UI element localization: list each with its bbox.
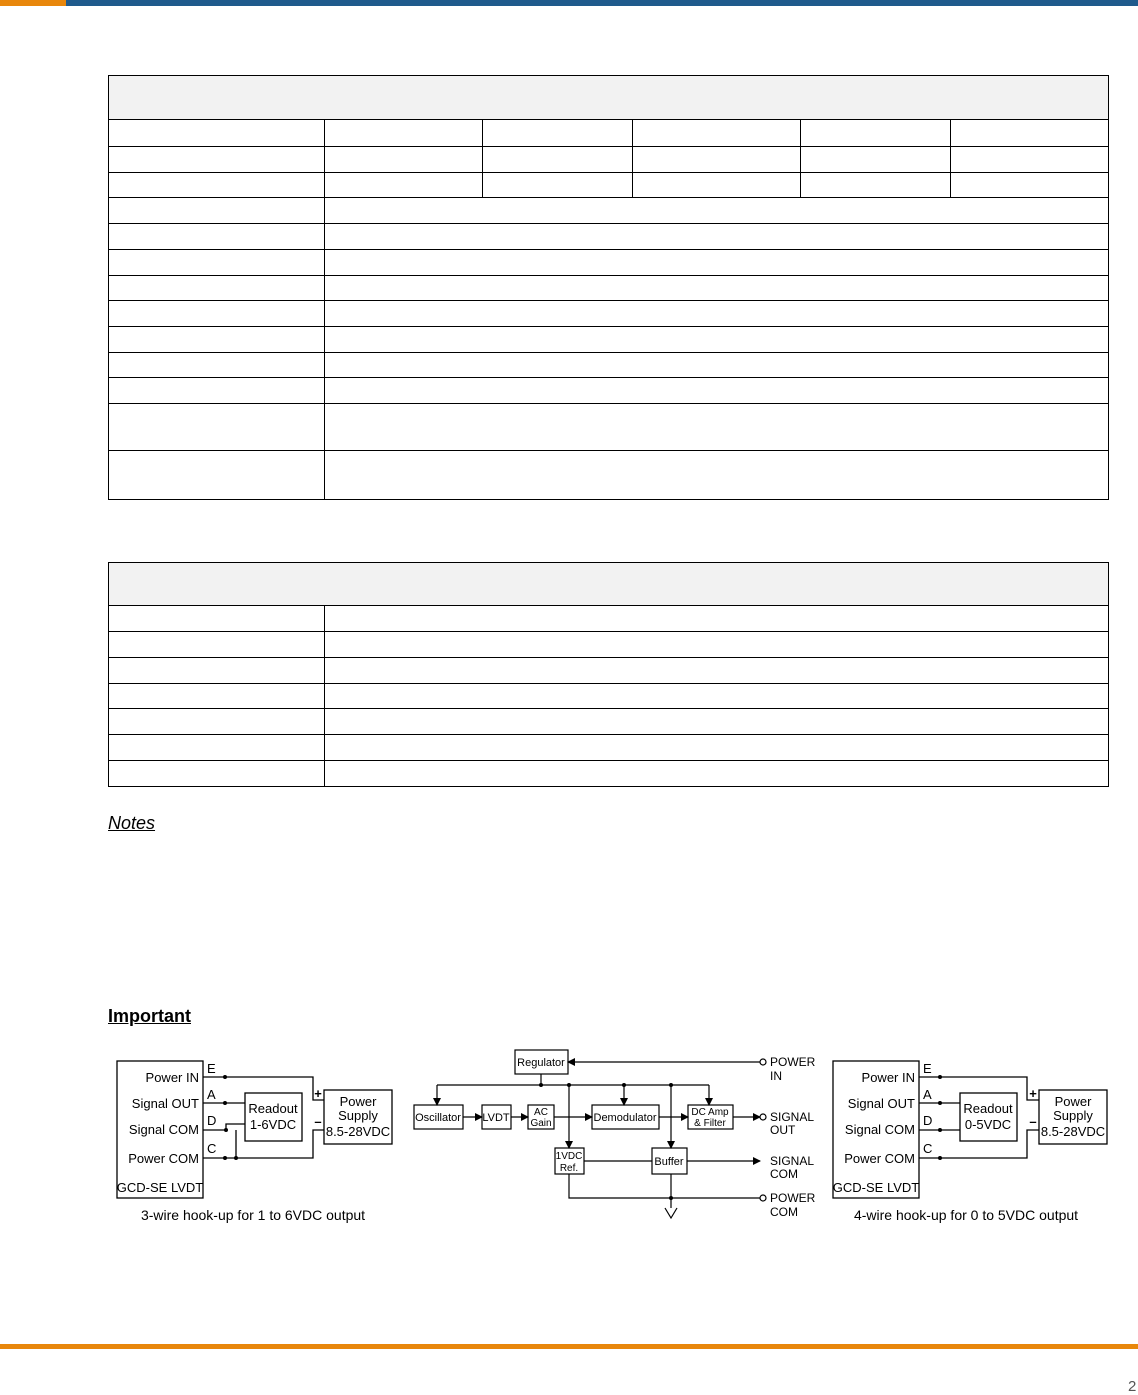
notes-heading: Notes (108, 813, 156, 833)
demodulator-label: Demodulator (593, 1112, 657, 1124)
terminal-letter: E (923, 1061, 932, 1076)
terminal-letter: C (207, 1141, 217, 1156)
lvdt-label: LVDT (482, 1112, 510, 1124)
oscillator-label: Oscillator (415, 1112, 461, 1124)
page-number: 2 (1128, 1378, 1137, 1395)
signal-out-label: OUT (770, 1123, 796, 1137)
plus-sign: + (314, 1086, 322, 1101)
signal-com-label: COM (770, 1167, 798, 1181)
supply-label: Supply (338, 1108, 378, 1123)
terminal-label: Signal OUT (847, 1096, 915, 1111)
block-diagram (414, 1050, 766, 1218)
ac-gain-label: Gain (530, 1118, 552, 1129)
terminal-label: Signal OUT (131, 1096, 199, 1111)
terminal-letter: C (923, 1141, 933, 1156)
dc-amp-label: DC Amp (691, 1107, 729, 1118)
important-heading: Important (108, 1006, 191, 1026)
signal-com-label: SIGNAL (770, 1154, 815, 1168)
device-label: GCD-SE LVDT (116, 1180, 204, 1195)
minus-sign: – (314, 1114, 322, 1129)
power-in-label: IN (770, 1069, 782, 1083)
terminal-letter: D (923, 1113, 933, 1128)
bottom-accent-orange (0, 1344, 1138, 1349)
supply-label: Supply (1053, 1108, 1093, 1123)
terminal-label: Power IN (145, 1070, 199, 1085)
terminal-letter: D (207, 1113, 217, 1128)
readout-range: 1-6VDC (249, 1117, 297, 1132)
four-wire-caption: 4-wire hook-up for 0 to 5VDC output (853, 1207, 1079, 1223)
terminal-label: Power IN (861, 1070, 915, 1085)
buffer-label: Buffer (654, 1156, 684, 1168)
dc-amp-label: & Filter (694, 1118, 726, 1129)
three-wire-caption: 3-wire hook-up for 1 to 6VDC output (140, 1207, 366, 1223)
reference-label: Ref. (559, 1163, 579, 1174)
regulator-label: Regulator (517, 1057, 565, 1069)
supply-label: Power (1054, 1094, 1092, 1109)
terminal-letter: E (207, 1061, 216, 1076)
terminal-label: Power COM (128, 1151, 199, 1166)
reference-label: 1VDC (555, 1151, 583, 1162)
power-com-label: COM (770, 1205, 798, 1219)
supply-range: 8.5-28VDC (1040, 1124, 1106, 1139)
device-label: GCD-SE LVDT (832, 1180, 920, 1195)
readout-label: Readout (963, 1101, 1013, 1116)
signal-out-label: SIGNAL (770, 1110, 815, 1124)
power-com-label: POWER (770, 1191, 816, 1205)
terminal-label: Power COM (844, 1151, 915, 1166)
terminal-letter: A (923, 1087, 932, 1102)
terminal-label: Signal COM (128, 1122, 199, 1137)
supply-label: Power (339, 1094, 377, 1109)
power-in-label: POWER (770, 1055, 816, 1069)
ac-gain-label: AC (534, 1107, 548, 1118)
minus-sign: – (1029, 1114, 1037, 1129)
terminal-letter: A (207, 1087, 216, 1102)
supply-range: 8.5-28VDC (325, 1124, 391, 1139)
readout-label: Readout (248, 1101, 298, 1116)
plus-sign: + (1029, 1086, 1037, 1101)
terminal-label: Signal COM (844, 1122, 915, 1137)
readout-range: 0-5VDC (964, 1117, 1012, 1132)
